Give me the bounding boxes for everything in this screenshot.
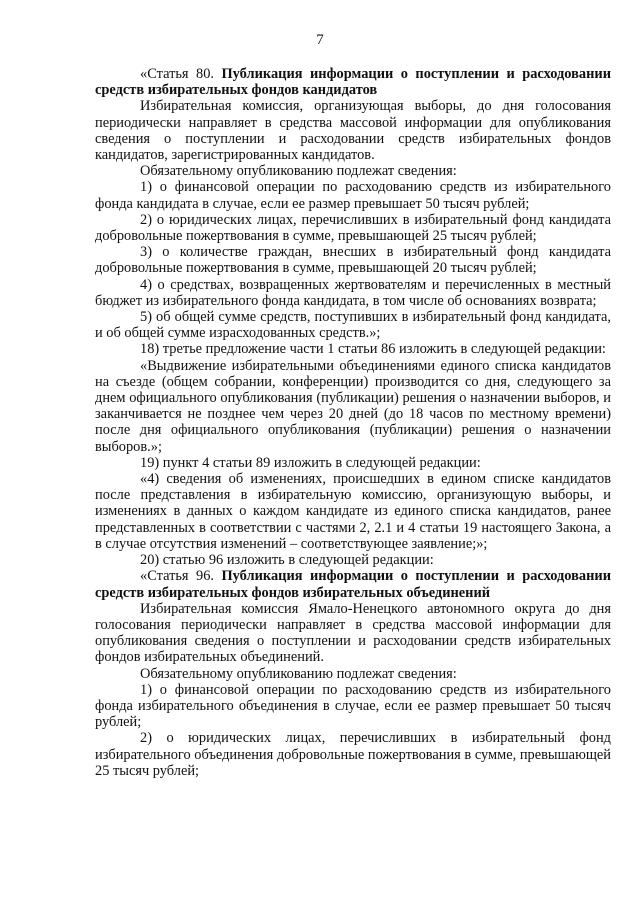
article-80-item-4: 4) о средствах, возвращенных жертвователям и перечисленных в местный бюджет из избирательного фонда кандидата, в том числе об основаниях возврата; (95, 276, 611, 309)
article-80-item-1: 1) о финансовой операции по расходованию средств из избирательного фонда кандидата в случае, если ее размер превышает 50 тысяч рублей; (95, 179, 611, 212)
amendment-20: 20) статью 96 изложить в следующей редакции: (140, 552, 434, 569)
article-96-item-1: 1) о финансовой операции по расходованию средств из избирательного фонда избирательного объединения в случае, если ее размер превышает 50 тысяч рублей; (95, 681, 611, 731)
article-80-mandatory: Обязательному опубликованию подлежат сведения: (140, 163, 457, 180)
article-80-title-number: «Статья 80. (140, 66, 222, 82)
article-80-intro: Избирательная комиссия, организующая выборы, до дня голосования периодически направляет в средства массовой информации для опубликования сведения о поступлении и расходовании средств избирательных фондов кандидатов, зарегистрированных кандидатов. (95, 98, 611, 164)
amendment-18-quote: «Выдвижение избирательными объединениями единого списка кандидатов на съезде (общем собрании, конференции) производится со дня, следующего за днем официального опубликования (публикации) решения о назначении выборов, и заканчивается не позднее чем через 20 дней (до 18 часов по местному времени) после дня официального опубликования (публикации) решения о назначении выборов.»; (95, 357, 611, 455)
article-96-title-text: Публикация информации о поступлении и расходовании средств избирательных фондов избирательных объединений (95, 568, 611, 601)
amendment-18: 18) третье предложение части 1 статьи 86 изложить в следующей редакции: (140, 341, 606, 358)
amendment-19-quote: «4) сведения об изменениях, происшедших в едином списке кандидатов после представления в избирательную комиссию, организующую выборы, и изменениях в данных о каждом кандидате из единого списка кандидатов, ранее представленных в соответствии с частями 2, 2.1 и 4 статьи 19 настоящего Закона, а в случае отсутствия изменений – соответствующее заявление;»; (95, 471, 611, 552)
article-96-item-2: 2) о юридических лицах, перечисливших в избирательный фонд избирательного объединения добровольные пожертвования в сумме, превышающей 25 тысяч рублей; (95, 730, 611, 779)
article-96-intro: Избирательная комиссия Ямало-Ненецкого автономного округа до дня голосования периодически направляет в средства массовой информации для опубликования сведения о поступлении и расходовании средств избирательных фондов избирательных объединений. (95, 600, 611, 666)
article-96-title (95, 568, 611, 600)
article-80-title (95, 66, 611, 98)
article-96-mandatory: Обязательному опубликованию подлежат сведения: (140, 665, 457, 682)
document-body (95, 66, 611, 779)
article-80-item-2: 2) о юридических лицах, перечисливших в избирательный фонд кандидата добровольные пожертвования в сумме, превышающей 25 тысяч рублей; (95, 211, 611, 245)
article-80-item-5: 5) об общей сумме средств, поступивших в избирательный фонд кандидата, и об общей сумме израсходованных средств.»; (95, 309, 611, 342)
article-96-title-number: «Статья 96. (140, 568, 222, 585)
page-number: 7 (316, 32, 324, 48)
amendment-19: 19) пункт 4 статьи 89 изложить в следующей редакции: (140, 454, 481, 471)
article-80-item-3: 3) о количестве граждан, внесших в избирательный фонд кандидата добровольные пожертвования в сумме, превышающей 20 тысяч рублей; (95, 244, 611, 277)
article-80-title-text: Публикация информации о поступлении и расходовании средств избирательных фондов кандидатов (95, 66, 611, 99)
